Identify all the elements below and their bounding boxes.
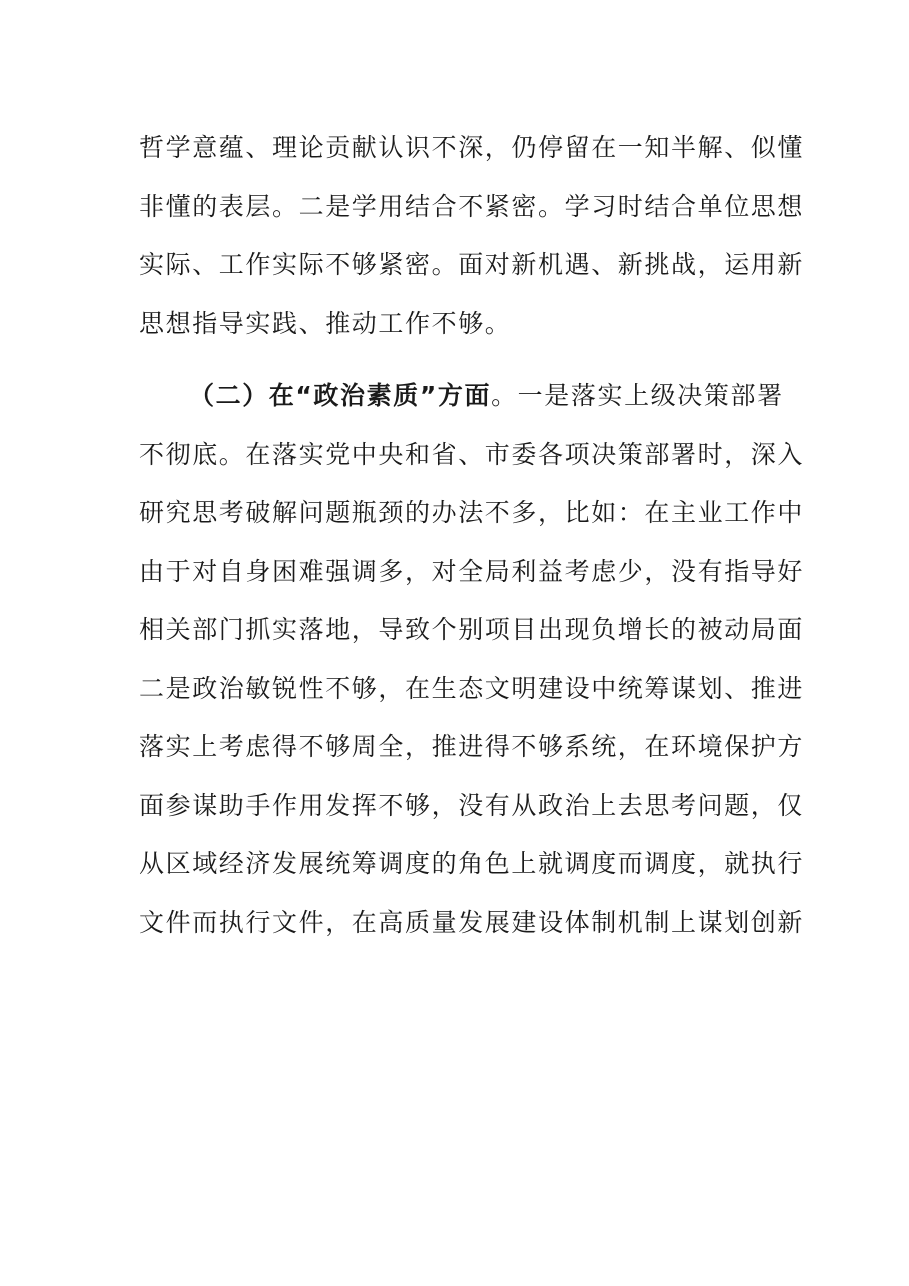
paragraph-2-line-9: 从区域经济发展统筹调度的角色上就调度而调度，就执行 (139, 849, 805, 878)
section-heading: （二）在“政治素质”方面 (189, 381, 492, 410)
paragraph-gap (139, 353, 771, 367)
paragraph-2-line-6: 二是政治敏锐性不够，在生态文明建设中统筹谋划、推进 (139, 673, 805, 703)
paragraph-1-line-3: 实际、工作实际不够紧密。面对新机遇、新挑战，运用新 (139, 250, 805, 279)
paragraph-2-line-2: 不彻底。在落实党中央和省、市委各项决策部署时，深入 (139, 439, 805, 469)
paragraph-2-line-5: 相关部门抓实落地，导致个别项目出现负增长的被动局面 (139, 615, 805, 644)
paragraph-2-line-4: 由于对自身困难强调多，对全局利益考虑少，没有指导好 (139, 556, 805, 586)
document-body (139, 119, 805, 952)
paragraph-2-line-3: 研究思考破解问题瓶颈的办法不多，比如：在主业工作中 (139, 498, 805, 527)
paragraph-2-line-1 (139, 367, 784, 426)
paragraph-2-line-10: 文件而执行文件，在高质量发展建设体制机制上谋划创新 (139, 907, 805, 937)
paragraph-1-line-4: 思想指导实践、推动工作不够。 (139, 308, 512, 338)
paragraph-1-line-2: 非懂的表层。二是学用结合不紧密。学习时结合单位思想 (139, 191, 805, 221)
paragraph-2-line-8: 面参谋助手作用发挥不够，没有从政治上去思考问题，仅 (139, 790, 805, 820)
paragraph-1-line-1: 哲学意蕴、理论贡献认识不深，仍停留在一知半解、似懂 (139, 133, 805, 162)
paragraph-2-line-7: 落实上考虑得不够周全，推进得不够系统，在环境保护方 (139, 732, 805, 761)
paragraph-2-line-1-text: 。一是落实上级决策部署 (491, 381, 784, 410)
